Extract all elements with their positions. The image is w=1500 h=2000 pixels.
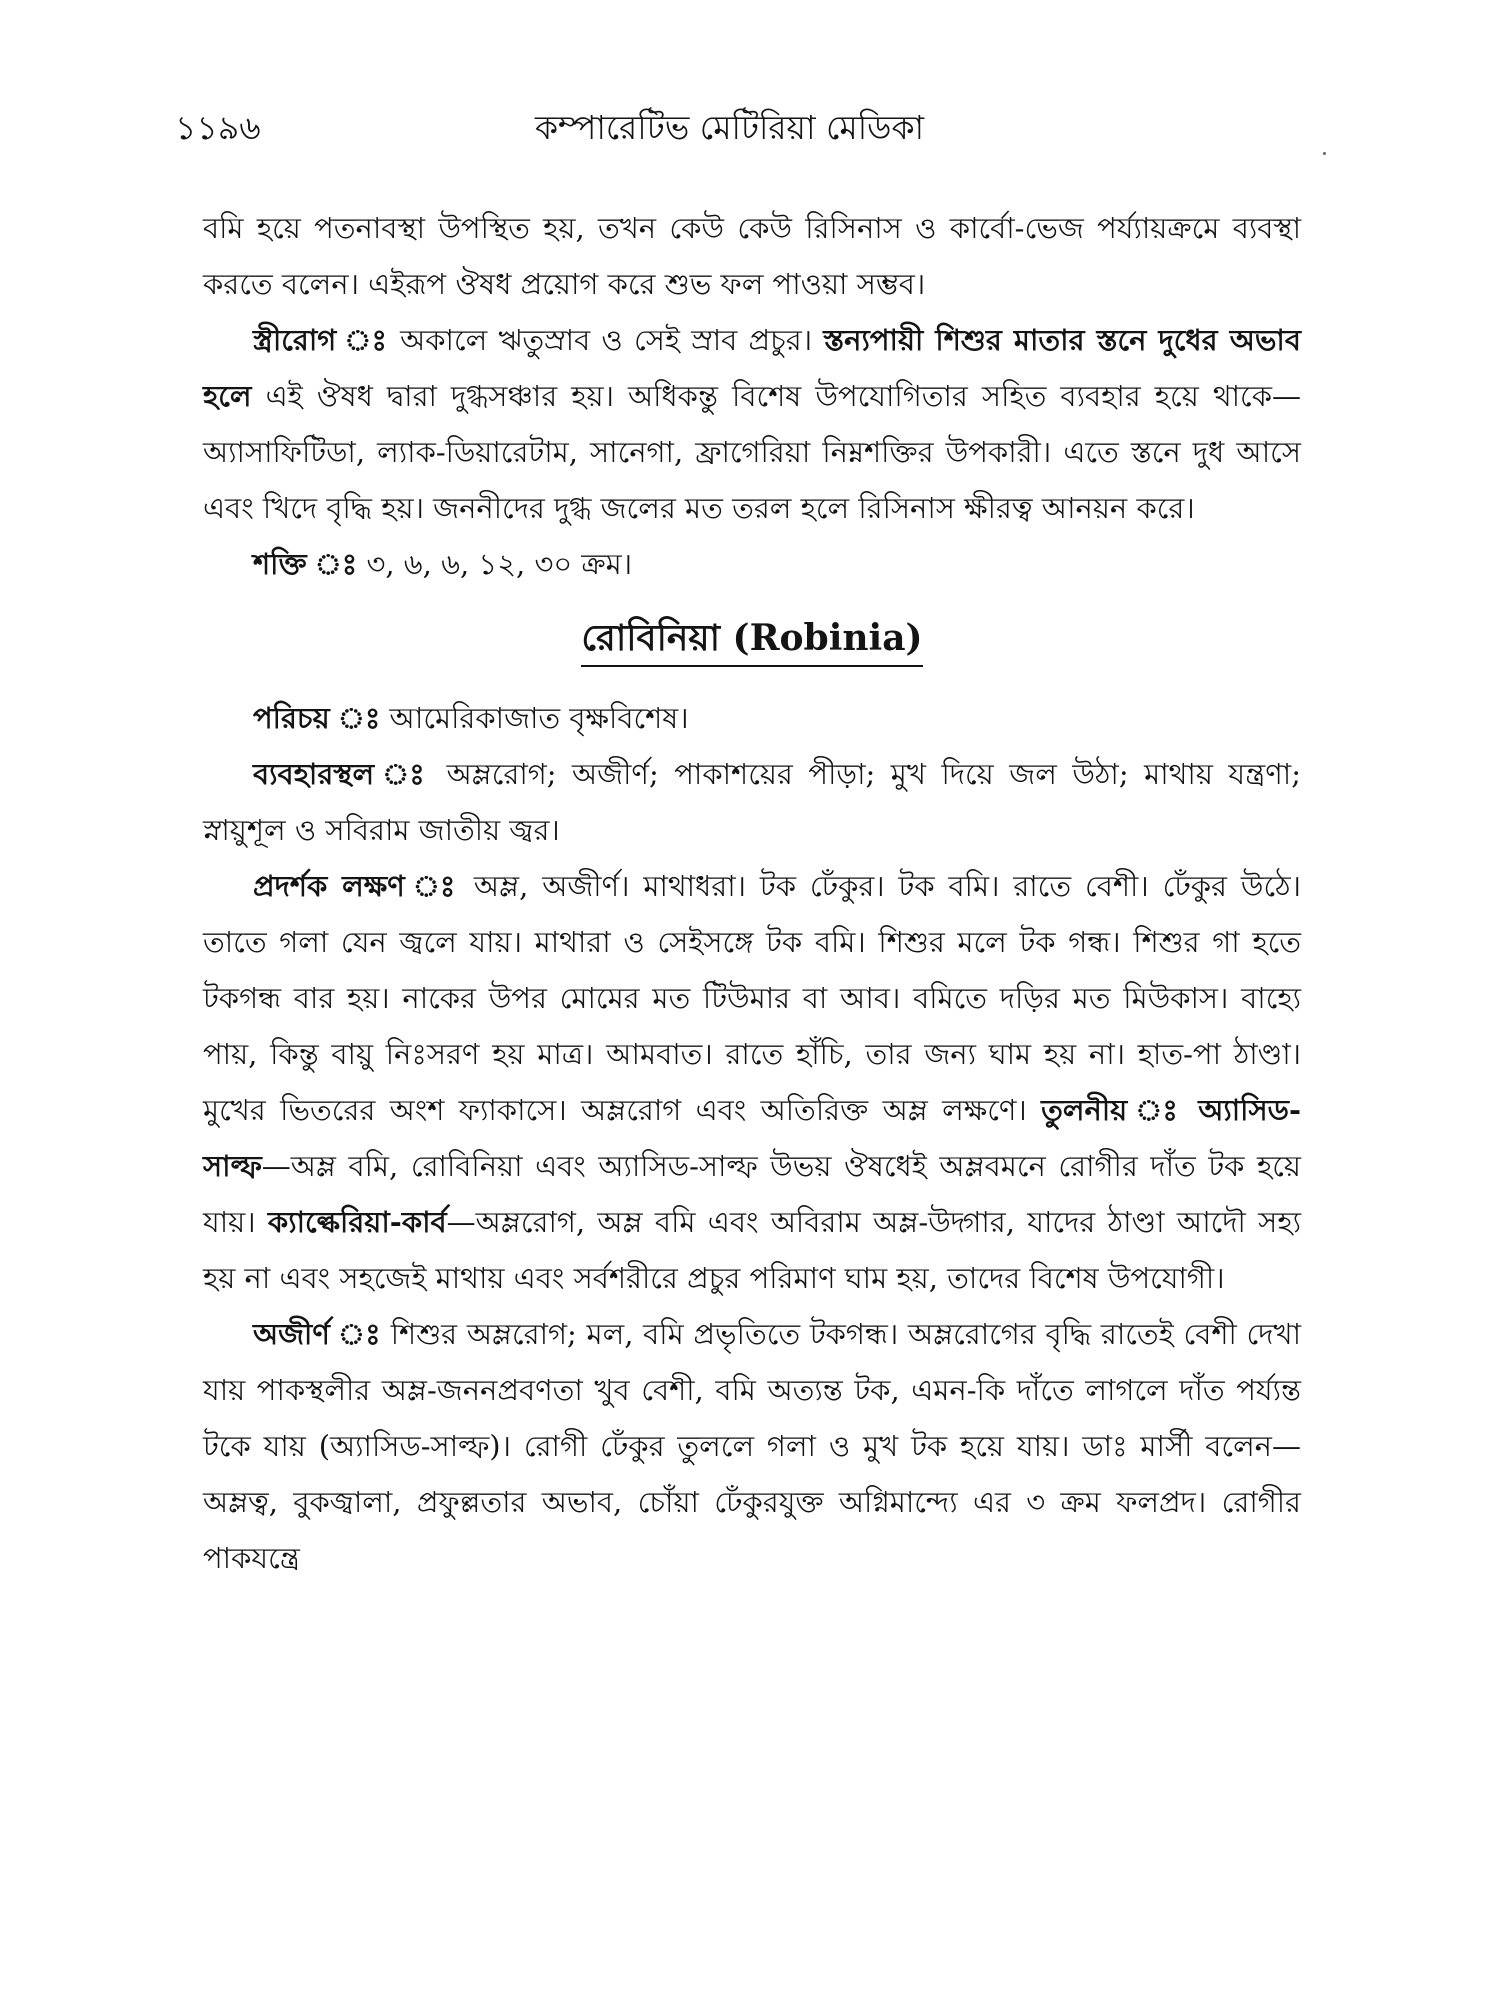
paragraph-potency xyxy=(203,536,1301,592)
page-number: ১১৯৬ xyxy=(175,108,261,147)
paragraph-indicative-symptoms xyxy=(203,858,1301,1306)
paragraph-label: স্ত্রীরোগ ঃ xyxy=(253,323,389,357)
paragraph-text: আমেরিকাজাত বৃক্ষবিশেষ। xyxy=(380,701,689,735)
paragraph-continuation xyxy=(203,200,1301,312)
paragraph-introduction xyxy=(203,690,1301,746)
running-title: কম্পারেটিভ মেটিরিয়া মেডিকা xyxy=(535,108,925,147)
paragraph-bold-text: তুলনীয় ঃ অ্যাসিড-সাল্ফ xyxy=(203,1093,1301,1183)
paragraph-bold-text: স্তন্যপায়ী শিশুর মাতার স্তনে দুধের অভাব হলে xyxy=(203,323,1301,413)
paragraph-usage xyxy=(203,746,1301,858)
paragraph-text: অকালে ঋতুস্রাব ও সেই স্রাব প্রচুর। xyxy=(388,323,824,357)
paragraph-text: শিশুর অম্লরোগ; মল, বমি প্রভৃতিতে টকগন্ধ। অম্লরোগের বৃদ্ধি রাতেই বেশী দেখা যায় পাকস্থলীর অম্ল-জননপ্রবণতা খুব বেশী, বমি অত্যন্ত টক, এমন-কি দাঁতে লাগলে দাঁত পর্য্যন্ত টকে যায় (অ্যাসিড-সাল্ফ)। রোগী ঢেঁকুর তুললে গলা ও মুখ টক হয়ে যায়। ডাঃ মার্সী বলেন—অম্লত্ব, বুকজ্বালা, প্রফুল্লতার অভাব, চোঁয়া ঢেঁকুরযুক্ত অগ্নিমান্দ্যে এর ৩ ক্রম ফলপ্রদ। রোগীর পাকযন্ত্রে xyxy=(203,1317,1301,1575)
paragraph-text: —অম্ল বমি, রোবিনিয়া এবং অ্যাসিড-সাল্ফ উভয় ঔষধেই অম্লবমনে রোগীর দাঁত টক হয়ে যায়। xyxy=(203,1149,1301,1239)
paragraph-text: অম্লরোগ; অজীর্ণ; পাকাশয়ের পীড়া; মুখ দিয়ে জল উঠা; মাথায় যন্ত্রণা; স্নায়ুশূল ও সবিরাম জাতীয় জ্বর। xyxy=(203,757,1301,847)
paragraph-label: ব্যবহারস্থল ঃ xyxy=(253,757,432,791)
paragraph-bold-text: ক্যাল্কেরিয়া-কার্ব xyxy=(267,1205,447,1239)
section-heading xyxy=(203,610,1301,668)
paragraph-text: বমি হয়ে পতনাবস্থা উপস্থিত হয়, তখন কেউ কেউ রিসিনাস ও কার্বো-ভেজ পর্য্যায়ক্রমে ব্যবস্থা করতে বলেন। এইরূপ ঔষধ প্রয়োগ করে শুভ ফল পাওয়া সম্ভব। xyxy=(203,211,1301,301)
paragraph-text: —অম্লরোগ, অম্ল বমি এবং অবিরাম অম্ল-উদ্গার, যাদের ঠাণ্ডা আদৌ সহ্য হয় না এবং সহজেই মাথায় এবং সর্বশরীরে প্রচুর পরিমাণ ঘাম হয়, তাদের বিশেষ উপযোগী। xyxy=(203,1205,1301,1295)
paragraph-label: অজীর্ণ ঃ xyxy=(253,1317,382,1351)
paragraph-text: ৩, ৬, ৬, ১২, ৩০ ক্রম। xyxy=(357,547,633,581)
paragraph-label: প্রদর্শক লক্ষণ ঃ xyxy=(253,869,461,903)
paragraph-label: পরিচয় ঃ xyxy=(253,701,381,735)
page-header xyxy=(175,102,1325,152)
paragraph-text: এই ঔষধ দ্বারা দুগ্ধসঞ্চার হয়। অধিকন্তু বিশেষ উপযোগিতার সহিত ব্যবহার হয়ে থাকে—অ্যাসাফিটিডা, ল্যাক-ডিয়ারেটাম, সানেগা, ফ্রাগেরিয়া নিম্নশক্তির উপকারী। এতে স্তনে দুধ আসে এবং খিদে বৃদ্ধি হয়। জননীদের দুগ্ধ জলের মত তরল হলে রিসিনাস ক্ষীরত্ব আনয়ন করে। xyxy=(203,379,1301,525)
print-speck xyxy=(1323,152,1326,155)
section-heading-text: রোবিনিয়া (Robinia) xyxy=(581,617,922,667)
body-text xyxy=(203,200,1301,1586)
paragraph-female-disease xyxy=(203,312,1301,536)
paragraph-label: শক্তি ঃ xyxy=(253,547,358,581)
paragraph-text: অম্ল, অজীর্ণ। মাথাধরা। টক ঢেঁকুর। টক বমি। রাতে বেশী। ঢেঁকুর উঠে। তাতে গলা যেন জ্বলে যায়। মাথারা ও সেইসঙ্গে টক বমি। শিশুর মলে টক গন্ধ। শিশুর গা হতে টকগন্ধ বার হয়। নাকের উপর মোমের মত টিউমার বা আব। বমিতে দড়ির মত মিউকাস। বাহ্যে পায়, কিন্তু বায়ু নিঃসরণ হয় মাত্র। আমবাত। রাতে হাঁচি, তার জন্য ঘাম হয় না। হাত-পা ঠাণ্ডা। মুখের ভিতরের অংশ ফ্যাকাসে। অম্লরোগ এবং অতিরিক্ত অম্ল লক্ষণে। xyxy=(203,869,1301,1127)
paragraph-indigestion xyxy=(203,1306,1301,1586)
